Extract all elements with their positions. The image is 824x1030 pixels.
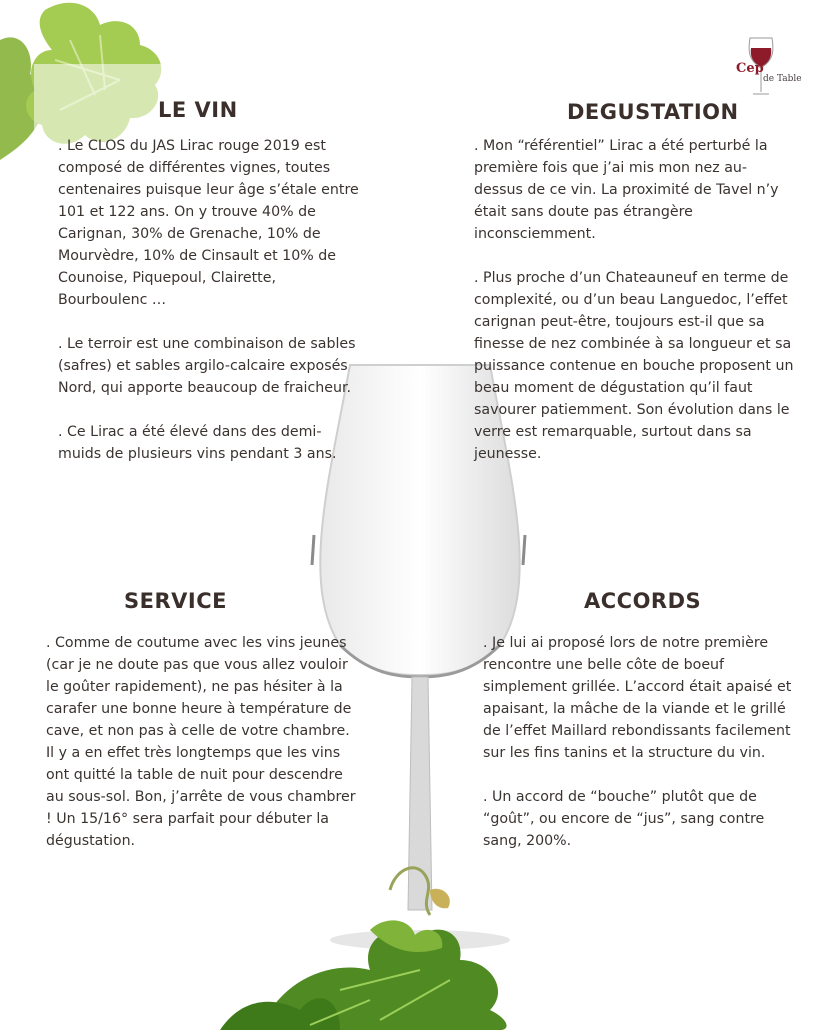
logo-subtitle: de Table [763,74,802,84]
section-title-service: SERVICE [124,589,227,613]
section-body-accords [483,632,799,852]
section-body-vin [58,135,363,465]
paragraph: . Le CLOS du JAS Lirac rouge 2019 est composé de différentes vignes, toutes centenaires puisque leur âge s’étale entre 101 et 122 ans. On y trouve 40% de Carignan, 30% de Grenache, 10% de Mourvèdre, 10% de Cinsault et 10% de Counoise, Piquepoul, Clairette, Bourboulenc … [58,138,359,308]
paragraph: . Plus proche d’un Chateauneuf en terme de complexité, ou d’un beau Languedoc, l’effet carignan peut-être, toujours est-il que sa finesse de nez combinée à sa longueur et sa puissance contenue en bouche proposent un beau moment de dégustation qu’il faut savourer patiemment. Son évolution dans le verre est remarquable, surtout dans sa jeunesse. [474,270,794,462]
paragraph: . Mon “référentiel” Lirac a été perturbé la première fois que j’ai mis mon nez au-dessus de ce vin. La proximité de Tavel n’y était sans doute pas étrangère inconsciemment. [474,138,779,242]
section-title-vin: LE VIN [158,98,238,122]
logo-word: Cep [736,61,764,76]
section-title-accords: ACCORDS [584,589,702,613]
paragraph: . Je lui ai proposé lors de notre première rencontre une belle côte de boeuf simplement grillée. L’accord était apaisé et apaisant, la mâche de la viande et le grillé de l’effet Maillard rebondissants facilement sur les fins tanins et la structure du vin. [483,635,792,761]
section-title-degustation: DEGUSTATION [567,100,739,124]
paragraph: . Le terroir est une combinaison de sables (safres) et sables argilo-calcaire exposés Nord, qui apporte beaucoup de fraicheur. [58,336,356,396]
section-body-service [46,632,356,852]
section-body-degustation [474,135,794,465]
paragraph: . Comme de coutume avec les vins jeunes (car je ne doute pas que vous allez vouloir le goûter rapidement), ne pas hésiter à la carafer une bonne heure à température de cave, et non pas à celle de votre chambre. Il y a en effet très longtemps que les vins ont quitté la table de nuit pour descendre au sous-sol. Bon, j’arrête de vous chambrer ! Un 15/16° sera parfait pour débuter la dégustation. [46,635,356,849]
cep-de-table-logo [728,36,802,100]
paragraph: . Ce Lirac a été élevé dans des demi-muids de plusieurs vins pendant 3 ans. [58,424,337,462]
paragraph: . Un accord de “bouche” plutôt que de “goût”, ou encore de “jus”, sang contre sang, 200%. [483,789,765,849]
vine-leaves-image [220,860,540,1030]
